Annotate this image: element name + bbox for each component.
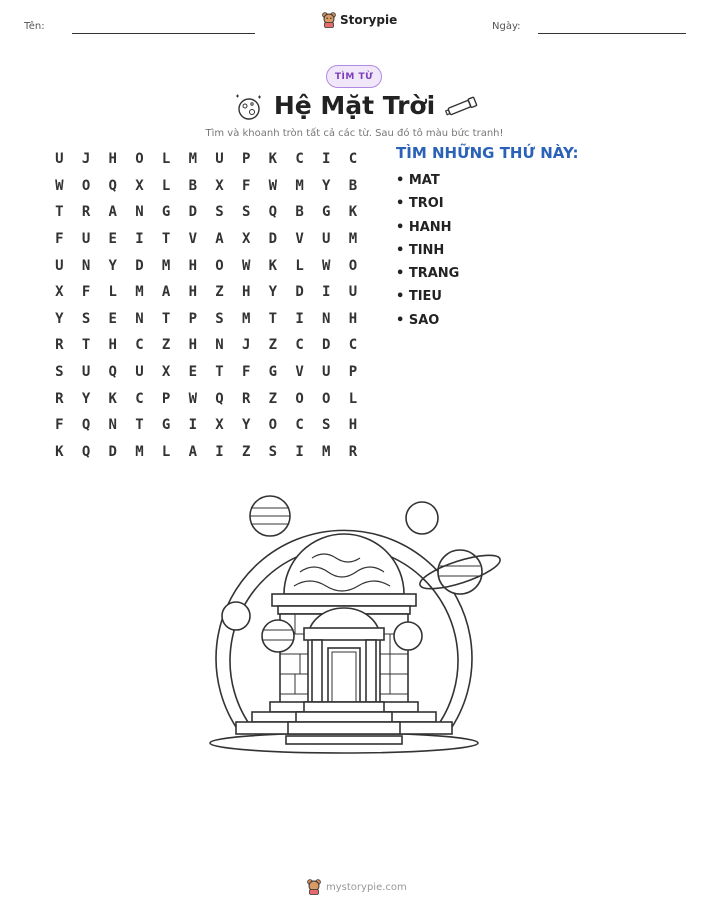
moon-icon (232, 92, 264, 122)
grid-letter[interactable]: R (55, 337, 64, 354)
grid-letter[interactable]: Y (322, 177, 331, 194)
grid-letter[interactable]: X (135, 177, 144, 194)
grid-letter[interactable]: U (215, 151, 224, 168)
grid-letter[interactable]: M (295, 177, 304, 194)
grid-letter[interactable]: Q (108, 177, 117, 194)
grid-letter[interactable]: Y (241, 417, 251, 434)
grid-letter[interactable]: U (55, 257, 64, 274)
grid-letter[interactable]: H (348, 417, 358, 434)
grid-letter[interactable]: E (108, 310, 117, 327)
grid-letter[interactable]: H (241, 284, 251, 301)
grid-letter[interactable]: O (268, 417, 278, 434)
grid-letter[interactable]: A (188, 443, 197, 460)
grid-letter[interactable]: R (241, 390, 251, 407)
instructions: Tìm và khoanh tròn tất cả các từ. Sau đó tô màu bức tranh! (205, 128, 504, 139)
grid-letter[interactable]: L (295, 257, 304, 274)
grid-letter[interactable]: Q (81, 417, 91, 434)
grid-letter[interactable]: F (55, 417, 64, 434)
grid-letter[interactable]: F (55, 231, 64, 248)
observatory-planets-image (200, 488, 510, 760)
grid-letter[interactable]: V (188, 231, 197, 248)
grid-letter[interactable]: I (322, 284, 331, 301)
grid-letter[interactable]: Y (268, 284, 278, 301)
grid-letter[interactable]: D (135, 257, 144, 274)
word-item: • TROI (396, 196, 444, 212)
grid-letter[interactable]: U (322, 231, 331, 248)
grid-letter[interactable]: Z (215, 284, 224, 301)
word-item: • HANH (396, 219, 452, 235)
grid-letter[interactable]: O (135, 151, 144, 168)
grid-letter[interactable]: R (55, 390, 64, 407)
grid-letter[interactable]: T (161, 231, 171, 248)
grid-letter[interactable]: R (348, 443, 358, 460)
grid-letter[interactable]: O (348, 257, 358, 274)
grid-letter[interactable]: J (81, 151, 91, 168)
word-item: • TRANG (396, 266, 460, 282)
grid-letter[interactable]: C (295, 417, 304, 434)
grid-letter[interactable]: Y (81, 390, 91, 407)
grid-letter[interactable]: T (135, 417, 144, 434)
grid-letter[interactable]: W (241, 257, 251, 274)
grid-letter[interactable]: Q (268, 204, 278, 221)
grid-letter[interactable]: T (81, 337, 91, 354)
grid-letter[interactable]: P (188, 310, 197, 327)
grid-letter[interactable]: F (81, 284, 91, 301)
grid-letter[interactable]: K (348, 204, 358, 221)
grid-letter[interactable]: T (215, 364, 224, 381)
grid-letter[interactable]: S (322, 417, 331, 434)
grid-letter[interactable]: N (108, 417, 117, 434)
grid-letter[interactable]: H (348, 310, 358, 327)
bear-logo-icon (322, 12, 336, 28)
grid-letter[interactable]: Q (108, 364, 117, 381)
grid-letter[interactable]: J (241, 337, 251, 354)
grid-letter[interactable]: X (215, 417, 224, 434)
grid-letter[interactable]: Z (241, 443, 251, 460)
grid-letter[interactable]: G (268, 364, 278, 381)
grid-letter[interactable]: H (188, 337, 197, 354)
telescope-icon (444, 94, 480, 118)
grid-letter[interactable]: K (268, 151, 278, 168)
word-list (396, 170, 459, 333)
grid-letter[interactable]: S (215, 204, 224, 221)
grid-letter[interactable]: D (188, 204, 197, 221)
grid-letter[interactable]: C (348, 337, 358, 354)
grid-letter[interactable]: Q (215, 390, 224, 407)
grid-letter[interactable]: L (161, 443, 171, 460)
grid-letter[interactable]: O (295, 390, 304, 407)
grid-letter[interactable]: V (295, 231, 304, 248)
word-list-heading: TÌM NHỮNG THỨ NÀY: (396, 144, 579, 162)
grid-letter[interactable]: A (215, 231, 224, 248)
grid-letter[interactable]: N (322, 310, 331, 327)
grid-letter[interactable]: U (81, 231, 91, 248)
grid-letter[interactable]: O (322, 390, 331, 407)
grid-letter[interactable]: X (55, 284, 64, 301)
grid-letter[interactable]: K (268, 257, 278, 274)
grid-letter[interactable]: R (81, 204, 91, 221)
grid-letter[interactable]: T (268, 310, 278, 327)
grid-letter[interactable]: B (188, 177, 197, 194)
grid-letter[interactable]: H (188, 284, 197, 301)
grid-letter[interactable]: I (295, 310, 304, 327)
grid-letter[interactable]: Z (161, 337, 171, 354)
footer-url: mystorypie.com (326, 881, 407, 893)
grid-letter[interactable]: U (81, 364, 91, 381)
grid-letter[interactable]: D (295, 284, 304, 301)
grid-letter[interactable]: G (161, 417, 171, 434)
grid-letter[interactable]: L (348, 390, 358, 407)
page-title: Hệ Mặt Trời (273, 91, 436, 120)
grid-letter[interactable]: M (322, 443, 331, 460)
brand-name: Storypie (340, 13, 398, 27)
grid-letter[interactable]: M (161, 257, 171, 274)
grid-letter[interactable]: O (215, 257, 224, 274)
name-label: Tên: (24, 21, 45, 32)
grid-letter[interactable]: Q (81, 443, 91, 460)
brand-logo (322, 12, 397, 28)
grid-letter[interactable]: Z (268, 390, 278, 407)
grid-letter[interactable]: H (108, 337, 117, 354)
date-line (538, 33, 686, 34)
word-item: • TINH (396, 242, 445, 258)
grid-letter[interactable]: G (161, 204, 171, 221)
letter-grid[interactable] (46, 146, 366, 465)
grid-letter[interactable]: L (161, 177, 171, 194)
grid-letter[interactable]: S (215, 310, 224, 327)
grid-letter[interactable]: X (215, 177, 224, 194)
grid-letter[interactable]: T (161, 310, 171, 327)
grid-letter[interactable]: U (322, 364, 331, 381)
grid-letter[interactable]: B (295, 204, 304, 221)
grid-letter[interactable]: I (322, 151, 331, 168)
grid-letter[interactable]: S (241, 204, 251, 221)
grid-letter[interactable]: M (241, 310, 251, 327)
activity-badge: TÌM TỪ (326, 65, 382, 88)
grid-letter[interactable]: L (161, 151, 171, 168)
grid-letter[interactable]: M (348, 231, 358, 248)
grid-letter[interactable]: W (322, 257, 331, 274)
grid-letter[interactable]: C (348, 151, 358, 168)
grid-letter[interactable]: I (188, 417, 197, 434)
grid-letter[interactable]: U (55, 151, 64, 168)
grid-letter[interactable]: Y (108, 257, 117, 274)
grid-letter[interactable]: X (161, 364, 171, 381)
grid-letter[interactable]: I (295, 443, 304, 460)
word-item: • TIEU (396, 289, 442, 305)
grid-letter[interactable]: M (135, 443, 144, 460)
grid-letter[interactable]: B (348, 177, 358, 194)
grid-letter[interactable]: M (188, 151, 197, 168)
grid-letter[interactable]: A (108, 204, 117, 221)
grid-letter[interactable]: M (135, 284, 144, 301)
grid-letter[interactable]: F (241, 364, 251, 381)
grid-letter[interactable]: P (241, 151, 251, 168)
grid-letter[interactable]: K (108, 390, 117, 407)
grid-letter[interactable]: N (215, 337, 224, 354)
grid-letter[interactable]: L (108, 284, 117, 301)
date-label: Ngày: (492, 21, 521, 32)
grid-letter[interactable]: N (135, 310, 144, 327)
grid-letter[interactable]: F (241, 177, 251, 194)
footer (307, 879, 407, 895)
grid-letter[interactable]: W (268, 177, 278, 194)
grid-letter[interactable]: C (135, 390, 144, 407)
grid-letter[interactable]: C (295, 151, 304, 168)
grid-letter[interactable]: N (135, 204, 144, 221)
grid-letter[interactable]: H (108, 151, 117, 168)
grid-letter[interactable]: K (55, 443, 64, 460)
grid-letter[interactable]: U (348, 284, 358, 301)
grid-letter[interactable]: S (55, 364, 64, 381)
grid-letter[interactable]: D (268, 231, 278, 248)
grid-letter[interactable]: U (135, 364, 144, 381)
grid-letter[interactable]: P (348, 364, 358, 381)
name-line (72, 33, 255, 34)
grid-letter[interactable]: D (322, 337, 331, 354)
grid-letter[interactable]: H (188, 257, 197, 274)
grid-letter[interactable]: A (161, 284, 171, 301)
grid-letter[interactable]: I (215, 443, 224, 460)
grid-letter[interactable]: S (268, 443, 278, 460)
grid-letter[interactable]: P (161, 390, 171, 407)
grid-letter[interactable]: C (135, 337, 144, 354)
grid-letter[interactable]: T (55, 204, 64, 221)
grid-letter[interactable]: E (188, 364, 197, 381)
word-item: • SAO (396, 312, 440, 328)
grid-letter[interactable]: W (188, 390, 197, 407)
bear-logo-icon (307, 879, 321, 895)
grid-letter[interactable]: C (295, 337, 304, 354)
word-item: • MAT (396, 173, 440, 188)
grid-letter[interactable]: G (322, 204, 331, 221)
grid-letter[interactable]: O (81, 177, 91, 194)
grid-letter[interactable]: I (135, 231, 144, 248)
grid-letter[interactable]: E (108, 231, 117, 248)
grid-letter[interactable]: S (81, 310, 91, 327)
grid-letter[interactable]: N (81, 257, 91, 274)
grid-letter[interactable]: Z (268, 337, 278, 354)
grid-letter[interactable]: V (295, 364, 304, 381)
grid-letter[interactable]: Y (55, 310, 64, 327)
grid-letter[interactable]: W (55, 177, 64, 194)
grid-letter[interactable]: D (108, 443, 117, 460)
grid-letter[interactable]: X (241, 231, 251, 248)
